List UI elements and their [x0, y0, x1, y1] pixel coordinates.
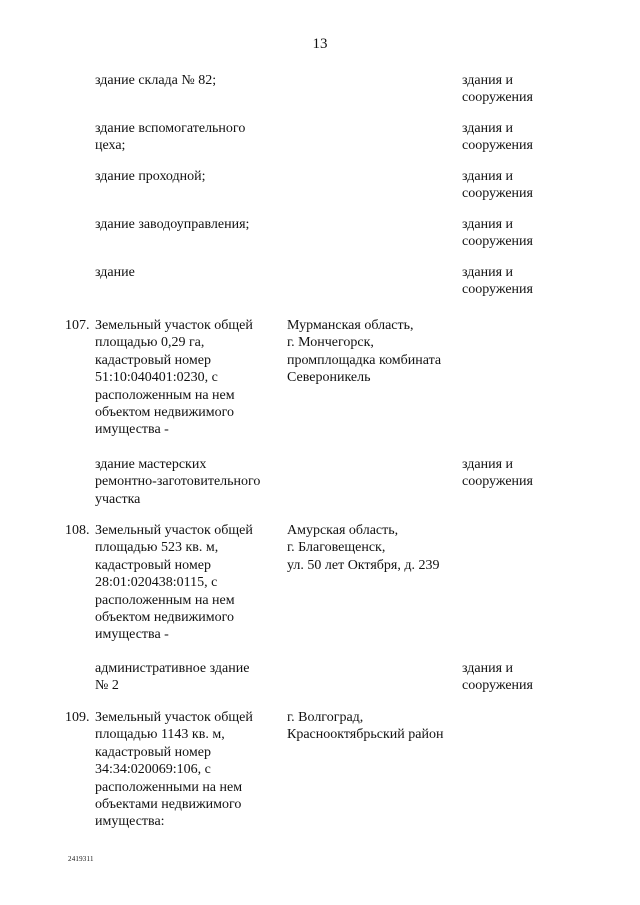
object-type — [462, 72, 592, 107]
desc-line: здание заводоуправления; — [95, 217, 250, 232]
object-type — [462, 660, 592, 695]
desc-line: здание мастерских — [95, 457, 207, 472]
type-line: здания и — [462, 217, 514, 232]
object-description — [95, 120, 275, 155]
desc-line: кадастровый номер — [95, 557, 211, 573]
desc-line: участка — [95, 491, 141, 507]
desc-line: имущества - — [95, 422, 169, 438]
type-line: сооружения — [462, 234, 533, 250]
desc-line: здание проходной; — [95, 169, 206, 184]
type-line: здания и — [462, 661, 514, 676]
desc-line: кадастровый номер — [95, 744, 211, 760]
address-line: Североникель — [287, 370, 371, 386]
desc-line: Земельный участок общей — [95, 318, 253, 333]
land-plot-description — [95, 709, 275, 831]
desc-line: расположенным на нем — [95, 592, 235, 608]
object-description — [95, 72, 275, 89]
type-line: здания и — [462, 457, 514, 472]
type-line: сооружения — [462, 186, 533, 202]
object-description — [95, 660, 275, 695]
object-type — [462, 168, 592, 203]
object-type — [462, 456, 592, 491]
object-description — [95, 168, 275, 185]
item-number: 109. — [65, 710, 90, 725]
address-line: ул. 50 лет Октября, д. 239 — [287, 557, 440, 573]
type-line: здания и — [462, 121, 514, 136]
desc-line: расположенным на нем — [95, 387, 235, 403]
desc-line: расположенными на нем — [95, 779, 243, 795]
object-description — [95, 456, 275, 508]
desc-line: Земельный участок общей — [95, 710, 253, 725]
address-line: Амурская область, — [287, 523, 399, 538]
desc-line: административное здание — [95, 661, 250, 676]
desc-line: 28:01:020438:0115, с — [95, 575, 218, 591]
desc-line: здание вспомогательного — [95, 121, 246, 136]
object-description — [95, 216, 275, 233]
desc-line: ремонтно-заготовительного — [95, 474, 261, 490]
desc-line: кадастровый номер — [95, 352, 211, 368]
address-line: промплощадка комбината — [287, 352, 442, 368]
desc-line: имущества: — [95, 814, 165, 830]
type-line: здания и — [462, 265, 514, 280]
type-line: сооружения — [462, 474, 533, 490]
desc-line: здание склада № 82; — [95, 73, 217, 88]
type-line: сооружения — [462, 678, 533, 694]
type-line: здания и — [462, 73, 514, 88]
item-number: 107. — [65, 318, 90, 333]
address-line: г. Благовещенск, — [287, 540, 386, 556]
type-line: сооружения — [462, 282, 533, 298]
desc-line: площадью 1143 кв. м, — [95, 727, 225, 743]
land-plot-description — [95, 317, 275, 439]
type-line: сооружения — [462, 138, 533, 154]
land-plot-description — [95, 522, 275, 644]
desc-line: цеха; — [95, 138, 126, 154]
desc-line: 51:10:040401:0230, с — [95, 370, 218, 386]
address — [287, 709, 462, 744]
address-line: г. Мончегорск, — [287, 335, 374, 351]
object-type — [462, 216, 592, 251]
desc-line: объектом недвижимого — [95, 405, 235, 421]
desc-line: площадью 523 кв. м, — [95, 540, 219, 556]
item-number: 108. — [65, 523, 90, 538]
desc-line: площадью 0,29 га, — [95, 335, 205, 351]
desc-line: Земельный участок общей — [95, 523, 253, 538]
desc-line: имущества - — [95, 627, 169, 643]
address-line: г. Волгоград, — [287, 710, 364, 725]
type-line: сооружения — [462, 90, 533, 106]
address-line: Краснооктябрьский район — [287, 727, 444, 743]
object-type — [462, 264, 592, 299]
desc-line: здание — [95, 265, 135, 280]
address-line: Мурманская область, — [287, 318, 414, 333]
object-type — [462, 120, 592, 155]
page-number: 13 — [312, 36, 328, 52]
desc-line: 34:34:020069:106, с — [95, 762, 211, 778]
desc-line: № 2 — [95, 678, 119, 694]
address — [287, 317, 462, 387]
desc-line: объектом недвижимого — [95, 610, 235, 626]
type-line: здания и — [462, 169, 514, 184]
document-code: 2419311 — [68, 855, 94, 863]
address — [287, 522, 462, 574]
object-description — [95, 264, 275, 281]
desc-line: объектами недвижимого — [95, 797, 242, 813]
